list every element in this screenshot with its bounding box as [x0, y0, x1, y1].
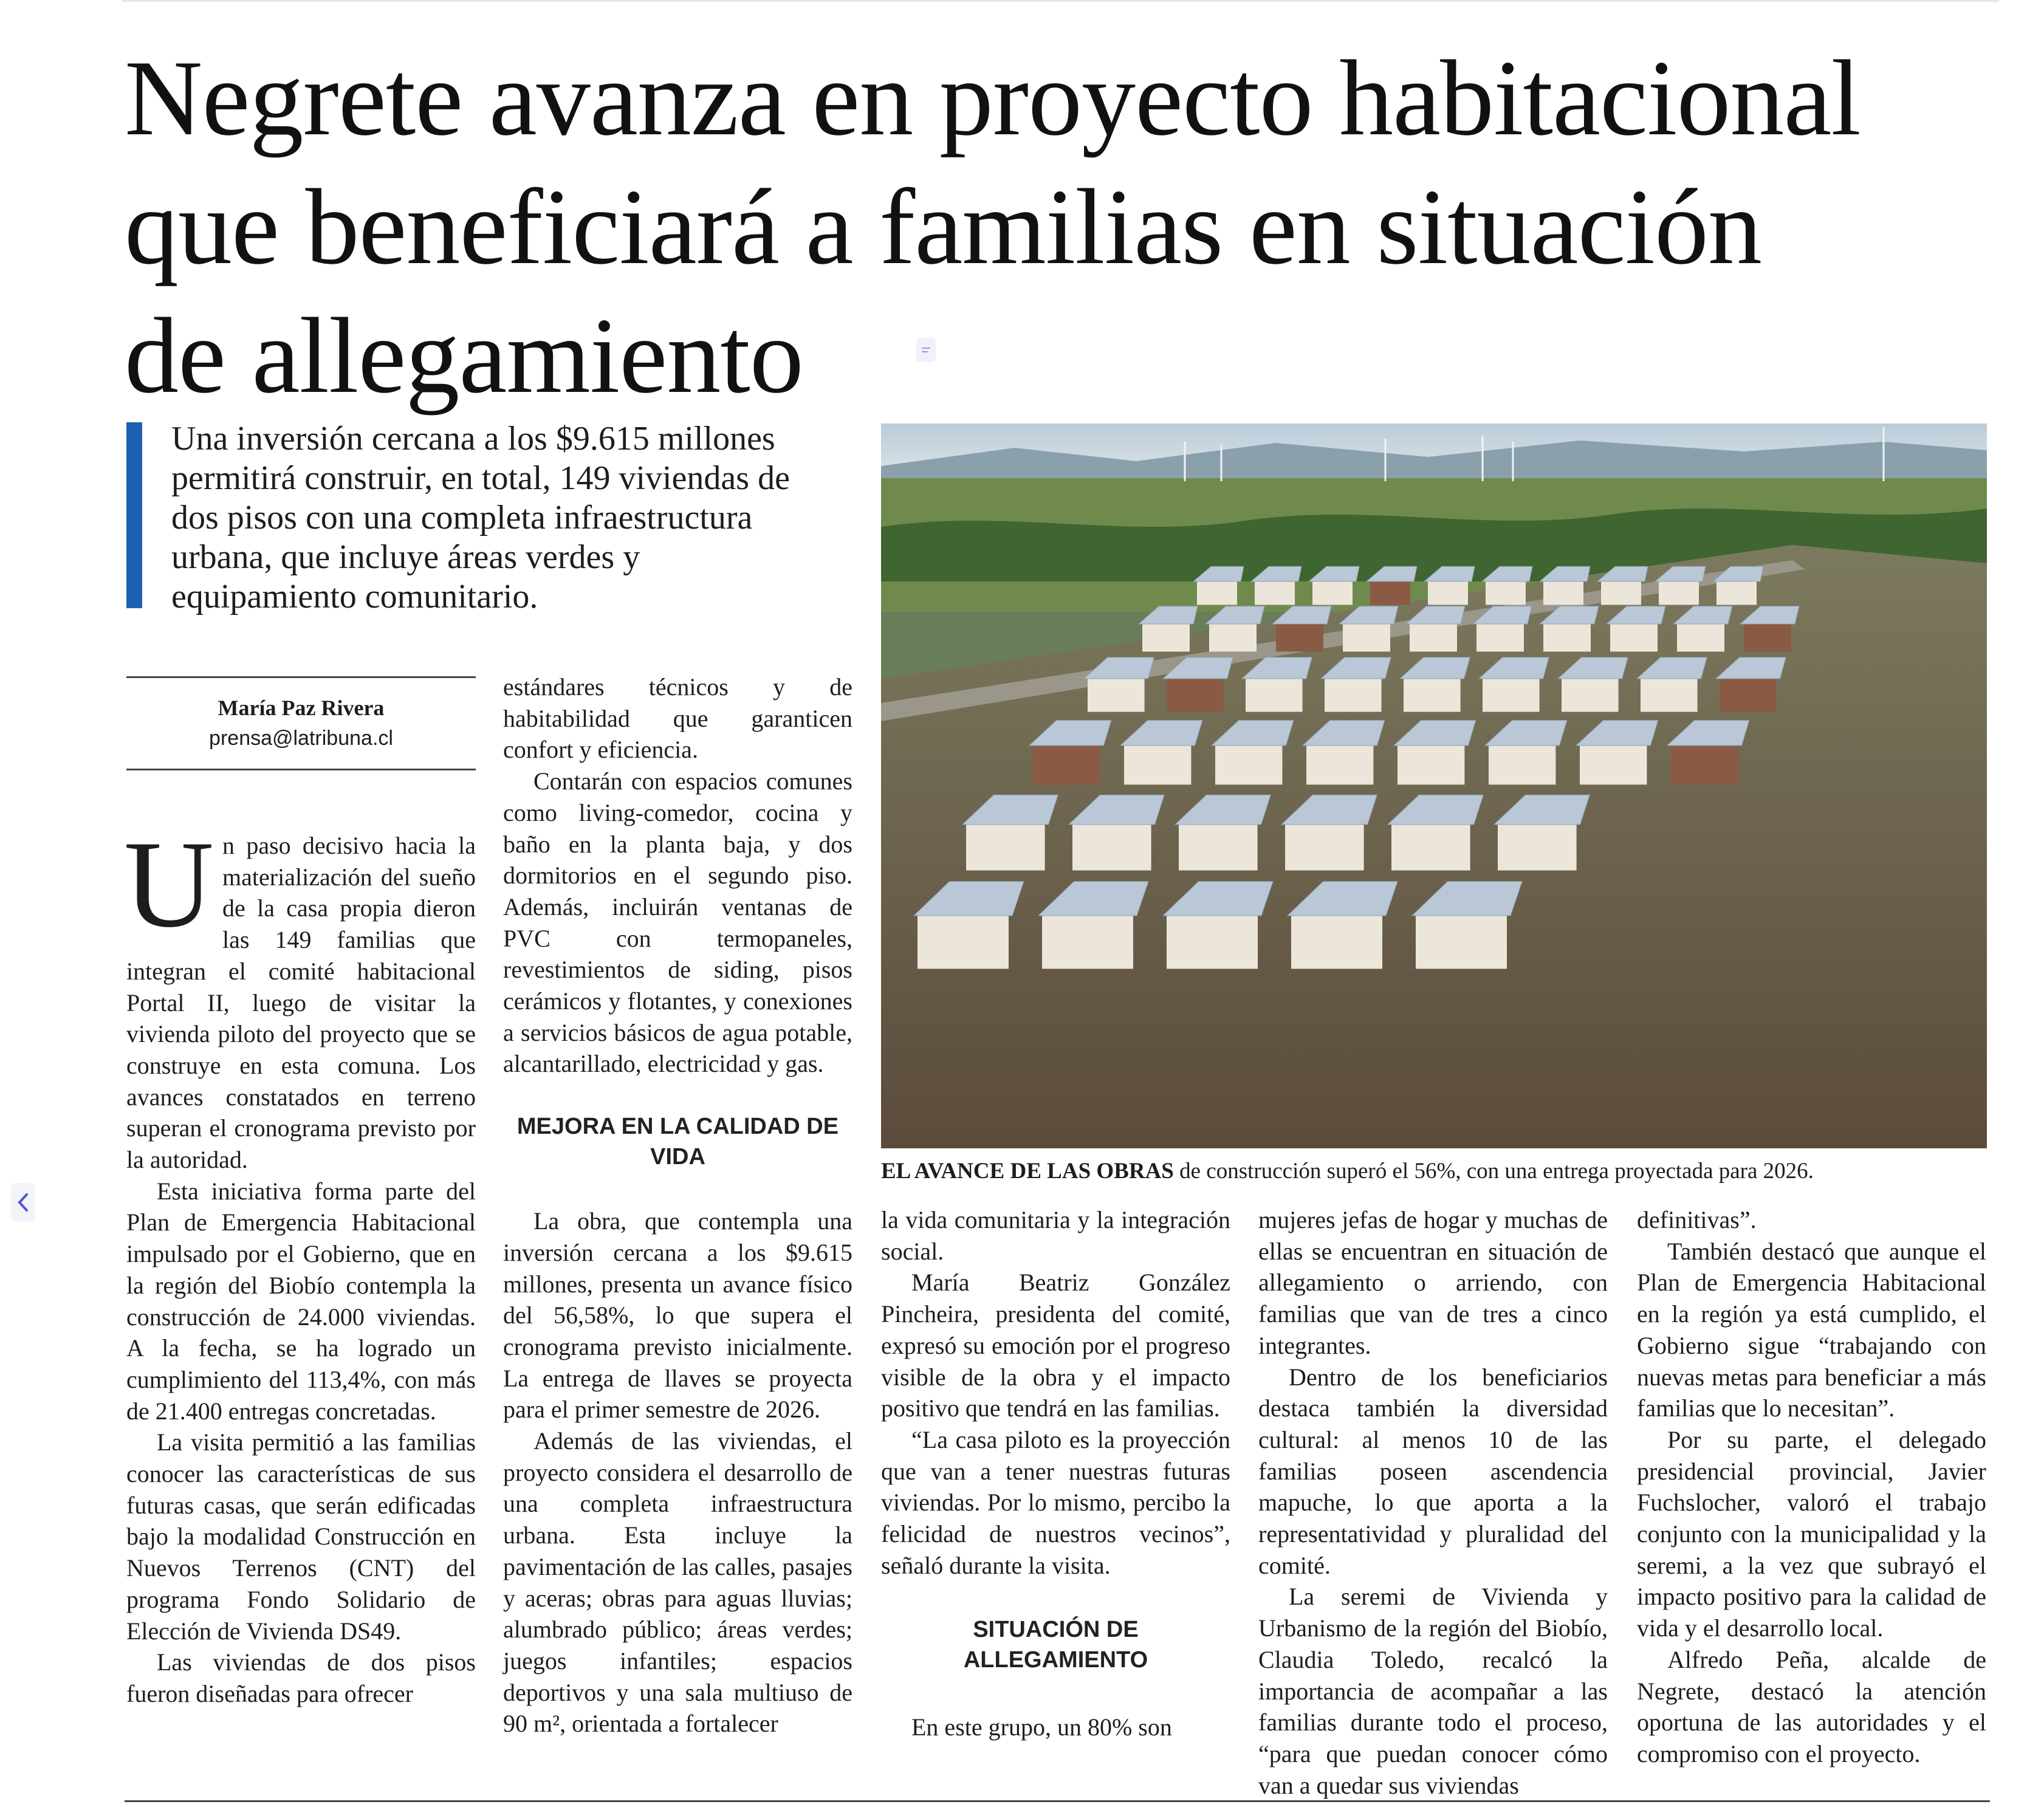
house-wall — [1276, 624, 1323, 652]
article-column-1 — [124, 815, 476, 1710]
headline-line: de allegamiento — [125, 295, 803, 416]
article-column-4 — [1258, 1204, 1608, 1801]
paragraph: Por su parte, el delegado presidencial provincial, Javier Fuchslocher, valoró el trabajo conjunto con la municipalidad y la seremi, a la vez que subrayó el impacto positivo para la calidad de vida y el desarrollo local. — [1637, 1425, 1986, 1642]
house-wall — [1325, 679, 1382, 712]
byline-author: María Paz Rivera — [218, 696, 385, 720]
paragraph: También destacó que aunque el Plan de Emergencia Habitacional en la región ya está cumplido, el Gobierno sigue “trabajando con nuevas metas para beneficiar a más familias que lo necesitan”. — [1637, 1237, 1986, 1422]
paragraph: La visita permitió a las familias conocer las características de sus futuras casas, que serán edificadas bajo la modalidad Construcción en Nuevos Terrenos (CNT) del programa Fondo Solidario de Elección de Vivienda DS49. — [126, 1428, 476, 1645]
house-wall — [1215, 746, 1282, 784]
paragraph: La obra, que contempla una inversión cercana a los $9.615 millones, presenta un avance físico del 56,58%, lo que supera el cronograma previsto inicialmente. La entrega de llaves se proyecta para el primer semestre de 2026. — [503, 1207, 852, 1424]
house-wall — [1601, 581, 1641, 605]
paragraph: n paso decisivo hacia la materialización del sueño de la casa propia dieron las 149 familias que integran el comité habitacional Portal II, luego de visitar la vivienda piloto del proyecto que se construye en esta comuna. Los avances constatados en terreno superan el cronograma previsto por la autoridad. — [126, 832, 476, 1174]
house-wall — [1489, 746, 1555, 784]
house-wall — [1312, 581, 1353, 605]
drop-cap: U — [124, 815, 214, 953]
chevron-left-icon — [16, 1193, 30, 1212]
paragraph: Contarán con espacios comunes como living-comedor, cocina y baño en la planta baja, y dos dormitorios en el segundo piso. Además, incluirán ventanas de PVC con termopaneles, revestimientos de siding, pisos cerámicos y flotantes, y conexiones a servicios básicos de agua potable, alcantarillado, electricidad y gas. — [503, 767, 852, 1078]
paragraph: Alfredo Peña, alcalde de Negrete, destacó la atención oportuna de las autoridades y el compromiso con el proyecto. — [1637, 1645, 1986, 1767]
paragraph: Esta iniciativa forma parte del Plan de Emergencia Habitacional impulsado por el Gobierno, que en la región del Biobío contempla la construcción de 24.000 viviendas. A la fecha, se ha logrado un cumplimiento del 113,4%, con más de 21.400 entregas concretadas. — [126, 1177, 476, 1425]
subheading: SITUACIÓN DE ALLEGAMIENTO — [963, 1617, 1148, 1673]
paragraph: María Beatriz González Pincheira, presidenta del comité, expresó su emoción por el progreso visible de la obra y el impacto positivo que tendrá en las familias. — [881, 1269, 1230, 1422]
byline — [126, 693, 476, 753]
headline — [125, 33, 2020, 420]
paragraph: mujeres jefas de hogar y muchas de ellas se encuentran en situación de allegamiento o arriendo, con familias que van de tres a cinco integrantes. — [1258, 1206, 1608, 1359]
house-wall — [1285, 824, 1364, 871]
house-wall — [1404, 679, 1461, 712]
house-wall — [1720, 679, 1777, 712]
house-wall — [1042, 916, 1133, 969]
paragraph: definitivas”. — [1637, 1206, 1757, 1233]
house-wall — [1716, 581, 1757, 605]
note-icon[interactable] — [916, 338, 936, 362]
house-wall — [1033, 746, 1100, 784]
house-wall — [1291, 916, 1382, 969]
house-wall — [1483, 679, 1540, 712]
paragraph: la vida comunitaria y la integración social. — [881, 1206, 1230, 1265]
caption-bold: EL AVANCE DE LAS OBRAS — [881, 1159, 1174, 1184]
house-wall — [1610, 624, 1658, 652]
previous-page-button[interactable] — [11, 1183, 35, 1222]
paragraph: estándares técnicos y de habitabilidad que garanticen confort y eficiencia. — [503, 673, 852, 764]
article-column-5 — [1637, 1204, 1986, 1770]
paragraph: En este grupo, un 80% son — [911, 1713, 1172, 1741]
photo-caption — [881, 1156, 1993, 1187]
paragraph: La seremi de Vivienda y Urbanismo de la región del Biobío, Claudia Toledo, recalcó la importancia de acompañar a las familias durante todo el proceso, “para que puedan conocer cómo van a quedar sus viviendas — [1258, 1583, 1608, 1799]
paragraph: Además de las viviendas, el proyecto considera el desarrollo de una completa infraestructura urbana. Esta incluye la pavimentación de las calles, pasajes y aceras; obras para aguas lluvias; alumbrado público; áreas verdes; juegos infantiles; espacios deportivos y una sala multiuso de 90 m², orientada a fortalecer — [503, 1427, 852, 1738]
lead-paragraph — [171, 419, 858, 617]
lead-line: dos pisos con una completa infraestructura — [171, 499, 753, 536]
house-wall — [1088, 679, 1145, 712]
headline-line: Negrete avanza en proyecto habitacional — [125, 38, 1861, 158]
lead-line: urbana, que incluye áreas verdes y — [171, 538, 640, 576]
house-wall — [1677, 624, 1724, 652]
caption-text: de construcción superó el 56%, con una entrega proyectada para 2026. — [1173, 1159, 1814, 1184]
subheading: MEJORA EN LA CALIDAD DE VIDA — [516, 1114, 839, 1170]
house-wall — [1391, 824, 1470, 871]
house-wall — [1179, 824, 1258, 871]
house-wall — [1744, 624, 1791, 652]
house-wall — [1167, 679, 1224, 712]
house-wall — [1498, 824, 1577, 871]
house-wall — [1072, 824, 1151, 871]
house-wall — [966, 824, 1045, 871]
house-wall — [1671, 746, 1738, 784]
house-wall — [1343, 624, 1390, 652]
article-column-3 — [881, 1204, 1230, 1743]
byline-email[interactable]: prensa@latribuna.cl — [209, 727, 393, 750]
house-wall — [1562, 679, 1619, 712]
house-wall — [1255, 581, 1295, 605]
top-rule — [122, 0, 1999, 2]
house-wall — [1486, 581, 1526, 605]
house-wall — [1209, 624, 1257, 652]
bottom-rule — [125, 1800, 1990, 1802]
house-wall — [1543, 581, 1583, 605]
house-wall — [1410, 624, 1457, 652]
headline-line: que beneficiará a familias en situación — [125, 166, 1762, 287]
house-wall — [1641, 679, 1698, 712]
house-wall — [1416, 916, 1507, 969]
paragraph: “La casa piloto es la proyección que van a tener nuestras futuras viviendas. Por lo mismo, percibo la felicidad de nuestros vecinos”, señaló durante la visita. — [881, 1425, 1230, 1579]
house-wall — [1398, 746, 1464, 784]
house-wall — [1124, 746, 1191, 784]
article-column-2 — [503, 671, 852, 1740]
house-wall — [1543, 624, 1591, 652]
paragraph: Las viviendas de dos pisos fueron diseñadas para ofrecer — [126, 1648, 476, 1707]
lead-line: Una inversión cercana a los $9.615 millones — [171, 420, 775, 458]
house-wall — [1306, 746, 1373, 784]
house-wall — [1142, 624, 1190, 652]
lead-accent-bar — [126, 422, 142, 608]
byline-top-rule — [126, 676, 476, 678]
house-wall — [917, 916, 1009, 969]
house-wall — [1167, 916, 1258, 969]
house-wall — [1246, 679, 1303, 712]
byline-bottom-rule — [126, 769, 476, 770]
construction-photo — [881, 423, 1987, 1148]
paragraph: Dentro de los beneficiarios destaca también la diversidad cultural: al menos 10 de las familias poseen ascendencia mapuche, lo que aporta a la representatividad y pluralidad del comité. — [1258, 1363, 1608, 1579]
house-wall — [1476, 624, 1524, 652]
house-wall — [1197, 581, 1237, 605]
house-wall — [1580, 746, 1647, 784]
house-wall — [1370, 581, 1410, 605]
house-wall — [1428, 581, 1468, 605]
lead-line: equipamiento comunitario. — [171, 578, 538, 615]
lead-line: permitirá construir, en total, 149 viviendas de — [171, 459, 790, 497]
aerial-housing-illustration — [881, 423, 1987, 1148]
house-wall — [1659, 581, 1699, 605]
